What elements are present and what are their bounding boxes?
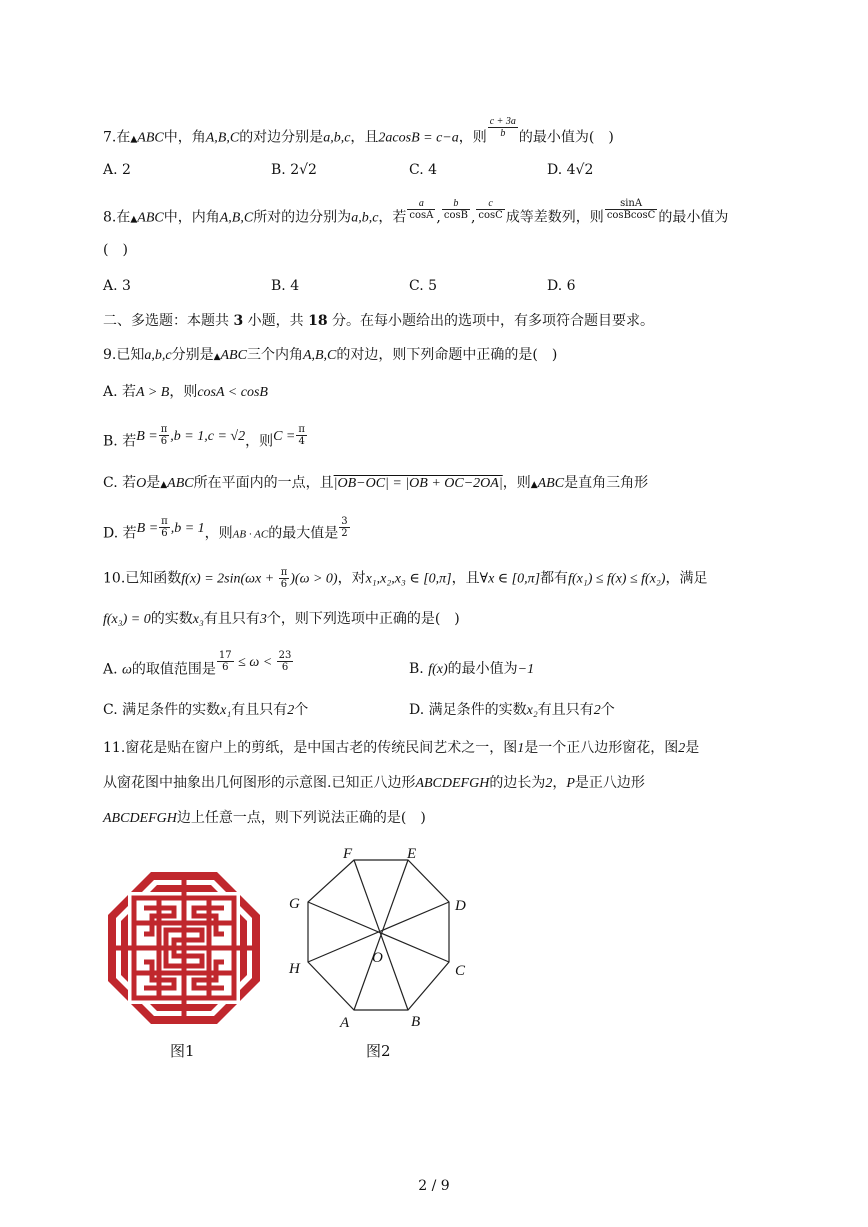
vertex-label-a: A [340,1015,350,1031]
q8-option-d: D. 6 [547,278,576,294]
q9-d-fraction: $\frac{\pi}{6}$ [161,516,168,539]
page-number: 2 / 9 [418,1178,450,1194]
figure-1-caption: 图1 [170,1042,195,1060]
vertex-label-d: D [455,898,466,914]
q8-option-c: C. 5 [409,278,438,294]
q11-stem-line1: 11.窗花是贴在窗户上的剪纸，是中国古老的传统民间艺术之一，图1是一个正八边形窗花，图2是 [103,740,700,756]
octagon-outline [308,860,449,1010]
triangle-symbol: ▲ [130,214,138,225]
q7-option-d: D. 4√2 [547,162,594,178]
vertex-label-g: G [289,896,300,912]
q7-stem: 7.在▲ABC中，角A,B,C的对边分别是a,b,c，且2acosB = c−a，则 $\frac{c + 3a}{b}$ 的最小值为( ) [103,116,614,146]
q10-a-fraction-2: $\frac{23}{6}$ [278,650,292,673]
q11-stem-line2: 从窗花图中抽象出几何图形的示意图.已知正八边形ABCDEFGH的边长为2，P是正八边形 [103,775,645,791]
q9-d-fraction-2: $\frac{3}{2}$ [341,516,348,539]
section-heading: 二、多选题：本题共 3 小题，共 18 分。在每小题给出的选项中，有多项符合题目要求。 [103,313,655,329]
triangle-symbol: ▲ [530,480,538,490]
q10-option-d: D. 满足条件的实数x₂有且只有2个 [409,702,615,718]
vertex-label-f: F [343,846,353,862]
q10-fraction: $\frac{\pi}{6}$ [280,567,288,590]
q8-stem-cont: ( ) [103,242,128,258]
q8-fraction-d: $\frac{\sin A}{\text{cosBcosC}}$ [606,198,656,221]
q7-fraction: $\frac{c + 3a}{b}$ [489,116,516,139]
octagon-diagram [283,842,493,1042]
q10-option-b: B. f(x)的最小值为−1 [409,661,535,677]
q7-option-c: C. 4 [409,162,438,178]
vertex-label-c: C [455,963,466,979]
q9-b-fraction-2: $\frac{\pi}{4}$ [298,424,305,447]
q10-stem-cont: f(x₃) = 0的实数x₃有且只有3个，则下列选项中正确的是( ) [103,611,460,627]
q9-option-c: C. 若O是▲ABC所在平面内的一点，且|OB−OC| = |OB + OC−2OA|，则▲ABC是直角三角形 [103,475,649,491]
q10-a-fraction-1: $\frac{17}{6}$ [218,650,232,673]
q8-fraction-c: $\frac{c}{\cos C}$ [478,198,503,221]
q10-stem: 10.已知函数f(x) = 2sin(ωx + $\frac{\pi}{6}$ )(ω > 0)，对x₁,x₂,x₃ ∈ [0,π]，且∀x ∈ [0,π]都有f(x₁) ≤ f(x) ≤ f(x₂)，满足 [103,567,708,590]
q9-option-a: A. 若A > B，则cosA < cosB [103,384,268,400]
q8-option-a: A. 3 [103,278,131,294]
q8-fraction-b: $\frac{b}{\cos B}$ [443,198,468,221]
window-flower-figure [104,868,264,1028]
q8-stem: 8.在▲ABC中，内角A,B,C所对的边分别为a,b,c，若 $\frac{a}{\cos A}$ , $\frac{b}{\cos B}$ , $\frac{c}{\cos C}$ 成等差数列，则 $\frac{\sin A}{\text{cosBcosC}}$ 的最小值为 [103,198,729,226]
vertex-label-b: B [411,1014,421,1030]
vertex-label-e: E [407,846,417,862]
vertex-label-o: O [372,950,383,966]
q8-fraction-a: $\frac{a}{\cos A}$ [409,198,434,221]
q7-option-b: B. 2√2 [271,162,317,178]
q10-option-c: C. 满足条件的实数x₁有且只有2个 [103,702,309,718]
q10-option-a: A. ω的取值范围是 $\frac{17}{6}$ ≤ ω < $\frac{23}{6}$ [103,650,292,678]
q9-b-fraction: $\frac{\pi}{6}$ [160,424,168,447]
vector-expression: |OB−OC| = |OB + OC−2OA| [333,476,503,491]
q11-stem-line3: ABCDEFGH边上任意一点，则下列说法正确的是( ) [103,810,426,826]
triangle-symbol: ▲ [130,134,138,145]
q9-option-b: B. 若B = $\frac{\pi}{6}$ ,b = 1,c = √2，则C = $\frac{\pi}{4}$ [103,424,305,450]
figure-2-caption: 图2 [366,1042,391,1060]
triangle-symbol: ▲ [160,480,168,490]
q9-stem: 9.已知a,b,c分别是▲ABC三个内角A,B,C的对边，则下列命题中正确的是( ) [103,347,558,363]
window-flower-pattern [108,872,260,1024]
vertex-label-h: H [289,961,300,977]
triangle-symbol: ▲ [213,352,221,362]
q9-option-d: D. 若B = $\frac{\pi}{6}$ ,b = 1，则AB · AC的最大值是 $\frac{3}{2}$ [103,516,348,542]
q8-option-b: B. 4 [271,278,300,294]
q7-option-a: A. 2 [103,162,131,178]
